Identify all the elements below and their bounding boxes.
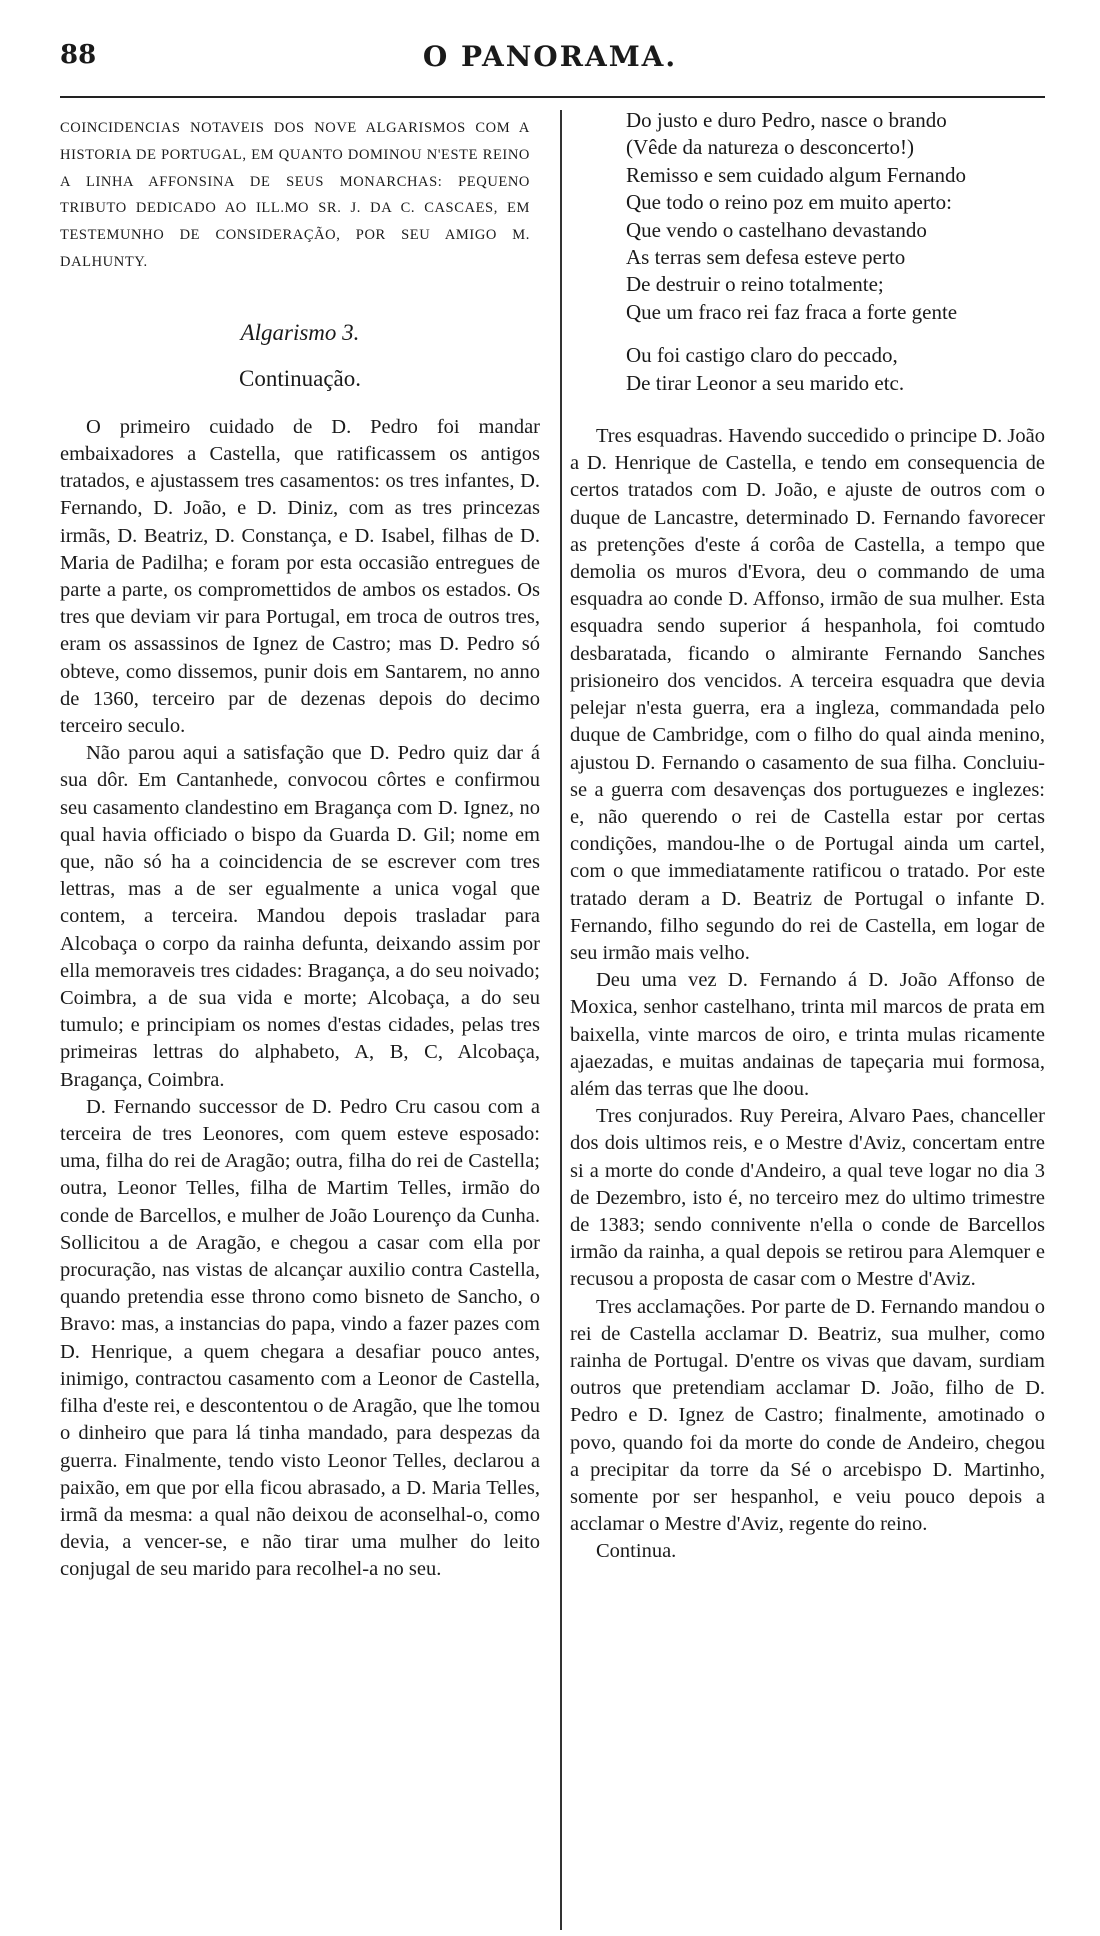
dedication-text: COINCIDENCIAS NOTAVEIS DOS NOVE ALGARISMOS COM A HISTORIA DE PORTUGAL, EM QUANTO DOMINOU N'ESTE REINO A LINHA AFFONSINA DE SEUS MONARCHAS: PEQUENO TRIBUTO DEDICADO AO ILL.MO SR. J. DA C. CASCAES, EM TESTEMUNHO DE CONSIDERAÇÃO, POR SEU AMIGO M. DALHUNTY. [60,120,530,270]
right-column [570,108,1045,1566]
poem-line: Que um fraco rei faz fraca a forte gente [626,299,958,324]
paragraph: Tres acclamações. Por parte de D. Fernando mandou o rei de Castella acclamar D. Beatriz, sua mulher, como rainha de Portugal. D'entre os vivas que davam, surdiam outros que pretendiam acclamar D. João, filho de D. Pedro e D. Ignez de Castro; finalmente, amotinado o povo, quando foi da morte do conde de Andeiro, chegou a precipitar da torre da Sé o arcebispo D. Martinho, somente por ser hespanhol, e veiu pouco depois a acclamar o Mestre d'Aviz, regente do reino. [570,1295,1045,1536]
poem-line: Que vendo o castelhano devastando [626,217,927,242]
page-number: 88 [60,40,97,70]
poem-line: Do justo e duro Pedro, nasce o brando [626,108,947,132]
poem-line: De tirar Leonor a seu marido etc. [626,370,905,395]
paragraph: D. Fernando successor de D. Pedro Cru casou com a terceira de tres Leonores, com quem esteve esposado: uma, filha do rei de Aragão; outra, filha do rei de Castella; outra, Leonor Telles, filha de Martim Telles, irmão do conde de Barcellos, e mulher de João Lourenço da Cunha. Sollicitou a de Aragão, e chegou a casar com ella por procuração, nas vistas de alcançar auxilio contra Castella, quando pretendia esse throno como bisneto de Sancho, o Bravo: mas, a instancias do papa, vindo a fazer pazes com D. Henrique, a quem chegara a desafiar pouco antes, inimigo, contractou casamento com a Leonor de Castella, filha d'este rei, e descontentou o de Aragão, que lhe tomou o dinheiro que para lá tinha mandado, para despezas da guerra. Finalmente, tendo visto Leonor Telles, declarou a paixão, em que por ella ficou abrasado, a D. Maria Telles, irmã da mesma: a qual não deixou de aconselhal-o, como devia, a vencer-se, e não tirar uma mulher do leito conjugal de seu marido para recolhel-a no seu. [60,1095,540,1581]
poem-line: Remisso e sem cuidado algum Fernando [626,162,967,187]
poem-line: Ou foi castigo claro do peccado, [626,343,898,368]
paragraph: O primeiro cuidado de D. Pedro foi mandar embaixadores a Castella, que ratificassem os antigos tratados, e ajustassem tres casamentos: os tres infantes, D. Fernando, D. João, e D. Diniz, com as tres princezas irmãs, D. Beatriz, D. Constança, e D. Isabel, filhas de D. Maria de Padilha; e foram por esta occasião entregues de parte a parte, os compromettidos de ambos os estados. Os tres que deviam vir para Portugal, em troca de outros tres, eram os assassinos de Ignez de Castro; mas D. Pedro só obteve, como dissemos, punir dois em Santarem, no anno de 1360, terceiro par de dezenas depois do decimo terceiro seculo. [60,415,540,738]
paragraph: Tres conjurados. Ruy Pereira, Alvaro Paes, chanceller dos dois ultimos reis, e o Mestre d'Aviz, concertam entre si a morte do conde d'Andeiro, a qual teve logar no dia 3 de Dezembro, isto é, no terceiro mez do ultimo trimestre de 1383; sendo connivente n'ella o conde de Barcellos irmão da rainha, a qual depois se retirou para Alemquer e recusou a proposta de casar com o Mestre d'Aviz. [570,1105,1045,1291]
stanza-gap [626,326,1045,342]
header-rule [60,96,1045,98]
poem-line: As terras sem defesa esteve perto [626,245,906,270]
left-column [60,115,540,1584]
poem-line: (Vêde da natureza o desconcerto!) [626,135,915,160]
paragraph: Tres esquadras. Havendo succedido o principe D. João a D. Henrique de Castella, e tendo em consequencia de certos tratados com D. João, e ajuste de outros com o duque de Lancastre, determinado D. Fernando favorecer as pretenções d'este á corôa de Castella, a tempo que demolia os muros d'Evora, deu o commando de uma esquadra ao conde D. Affonso, irmão de sua mulher. Esta esquadra sendo superior á hespanhola, foi comtudo desbaratada, ficando o almirante Fernando Sanches prisioneiro dos vencidos. A terceira esquadra que devia pelejar n'esta guerra, era a ingleza, commandada pelo duque de Cambridge, com o filho do qual ainda menino, ajustou D. Fernando o casamento de sua filha. Concluiu-se a guerra com desavenças dos portuguezes e inglezes: e, não querendo o rei de Castella estar por certas condições, mandou-lhe o de Portugal ainda um cartel, com o que immediatamente ratificou o tratado. Por este tratado deram a D. Beatriz de Portugal o infante D. Fernando, filho segundo do rei de Castella, em logar de seu irmão mais velho. [570,425,1045,964]
section-subtitle: Continuação. [239,365,361,391]
continua-label: Continua. [596,1540,677,1563]
paragraph: Deu uma vez D. Fernando á D. João Affonso de Moxica, senhor castelhano, trinta mil marcos de prata em baixella, vinte marcos de oiro, e trinta mulas ricamente ajaezadas, e muitas andainas de tapeçaria mui formosa, além das terras que lhe doou. [570,969,1045,1100]
poem-line: Que todo o reino poz em muito aperto: [626,190,953,215]
page-header [60,40,1040,84]
poem-line: De destruir o reino totalmente; [626,272,884,297]
page-title: O PANORAMA. [422,40,678,73]
section-title: Algarismo 3. [240,319,360,345]
column-divider [560,110,562,1930]
poem [626,107,1045,397]
paragraph: Não parou aqui a satisfação que D. Pedro quiz dar á sua dôr. Em Cantanhede, convocou côrtes e confirmou seu casamento clandestino em Bragança com D. Ignez, no qual havia officiado o bispo da Guarda D. Gil; nome em que, não só ha a coincidencia de se escrever com tres lettras, mas a de ser egualmente a unica vogal que contem, a terceira. Mandou depois trasladar para Alcobaça o corpo da rainha defunta, deixando assim por ella memoraveis tres cidades: Bragança, a do seu noivado; Coimbra, a de sua vida e morte; Alcobaça, a do seu tumulo; e principiam os nomes d'estas cidades, pelas tres primeiras lettras do alphabeto, A, B, C, Alcobaça, Bragança, Coimbra. [60,742,540,1091]
